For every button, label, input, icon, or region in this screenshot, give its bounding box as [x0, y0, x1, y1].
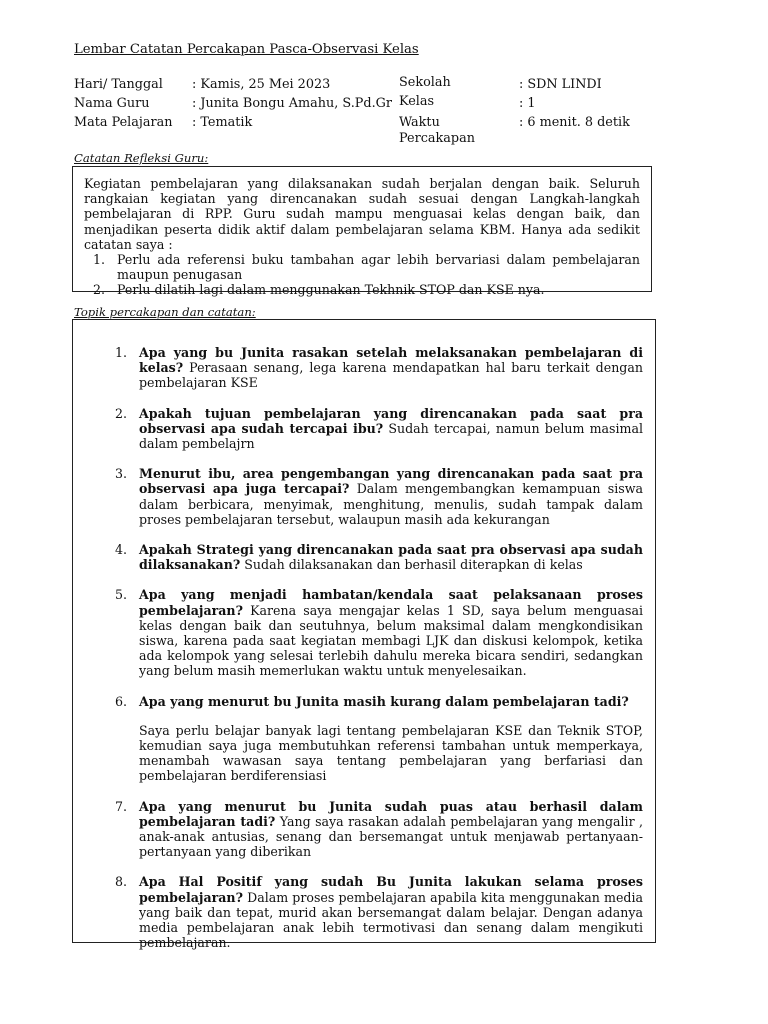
info-label: Sekolah [399, 75, 451, 90]
question-text: Apa yang menurut bu Junita sudah puas atau berhasil dalam pembelajaran tadi? [139, 798, 643, 829]
list-item [131, 406, 643, 452]
info-label: Kelas [399, 94, 435, 109]
info-row-school [399, 75, 630, 94]
question-text: Apa yang menjadi hambatan/kendala saat pelaksanaan proses pembelajaran? [139, 587, 643, 618]
list-item: 2. Perlu dilatih lagi dalam menggunakan Tekhnik STOP dan KSE nya. [109, 282, 640, 297]
info-value: : SDN LINDI [519, 77, 602, 92]
reflection-list [84, 252, 640, 298]
info-value: : Tematik [192, 115, 253, 130]
list-item [131, 874, 643, 950]
reflection-text: Kegiatan pembelajaran yang dilaksanakan sudah berjalan dengan baik. Seluruh rangkaian kegiatan yang direncanakan sudah sesuai dengan Langkah-langkah pembelajaran di RPP. Guru sudah mampu menguasai kelas dengan baik, dan menjadikan peserta didik aktif dalam pembelajaran selama KBM. Hanya ada sedikit catatan saya : [84, 176, 640, 252]
list-item [131, 466, 643, 527]
topics-box [72, 319, 656, 951]
info-label: Waktu Percakapan [399, 115, 475, 146]
info-label: Mata Pelajaran [74, 115, 173, 130]
info-value: : Kamis, 25 Mei 2023 [192, 77, 331, 92]
topics-label: Topik percakapan dan catatan: [74, 305, 256, 319]
info-right [399, 75, 630, 146]
answer-text: Dalam mengembangkan kemampuan siswa dalam berbicara, menyimak, menghitung, menulis, sudah tampak dalam proses pembelajaran tersebut, walaupun masih ada kekurangan [139, 481, 643, 527]
question-text: Apakah tujuan pembelajaran yang direncanakan pada saat pra observasi apa sudah tercapai ibu? [139, 405, 643, 436]
info-value: : 6 menit. 8 detik [519, 115, 630, 130]
info-row-duration [399, 115, 630, 146]
list-item [131, 542, 643, 572]
question-text: 6. Apa yang menurut bu Junita masih kurang dalam pembelajaran tadi? [139, 693, 629, 709]
list-item [131, 587, 643, 678]
info-label: Hari/ Tanggal [74, 77, 163, 92]
answer-text: Dalam proses pembelajaran apabila kita menggunakan media yang baik dan tepat, murid akan bersemangat dalam belajar. Dengan adanya media pembelajaran anak lebih termotivasi dan senang dalam mengikuti pembelajaran. [139, 889, 643, 951]
info-value: : Junita Bongu Amahu, S.Pd.Gr [192, 96, 392, 111]
answer-text: Yang saya rasakan adalah pembelajaran yang mengalir , anak-anak antusias, senang dan bersemangat untuk menjawab pertanyaan-pertanyaan yang diberikan [139, 813, 643, 860]
answer-text: Karena saya mengajar kelas 1 SD, saya belum menguasai kelas dengan baik dan seutuhnya, belum maksimal dalam mengkondisikan siswa, karena pada saat kegiatan membagi LJK dan diskusi kelompok, ketika ada kelompok yang selesai terlebih dahulu mereka bicara sendiri, sedangkan yang belum masih memerlukan waktu untuk menyelesaikan. [139, 602, 643, 679]
list-item [131, 694, 643, 784]
list-item [131, 799, 643, 860]
question-text: Apa Hal Positif yang sudah Bu Junita lakukan selama proses pembelajaran? [139, 874, 643, 905]
answer-text: Saya perlu belajar banyak lagi tentang pembelajaran KSE dan Teknik STOP, kemudian saya juga membutuhkan referensi tambahan untuk memperkaya, menambah wawasan saya tentang pembelajaran yang berfariasi dan pembelajaran berdiferensiasi [139, 722, 643, 784]
question-text: Apakah Strategi yang direncanakan pada saat pra observasi apa sudah dilaksanakan? [139, 542, 643, 573]
info-row-teacher [74, 94, 392, 113]
topics-list [103, 345, 643, 951]
info-left [74, 75, 392, 132]
info-row-class [399, 94, 630, 113]
info-label: Nama Guru [74, 96, 150, 111]
reflection-box [72, 166, 652, 298]
question-text: Menurut ibu, area pengembangan yang direncanakan pada saat pra observasi apa juga tercapai? [139, 466, 643, 497]
reflection-label: Catatan Refleksi Guru: [74, 151, 209, 165]
question-text: Apa yang bu Junita rasakan setelah melaksanakan pembelajaran di kelas? [139, 345, 643, 376]
list-item: 1. Perlu ada referensi buku tambahan agar lebih bervariasi dalam pembelajaran maupun penugasan [109, 252, 640, 282]
info-row-date [74, 75, 392, 94]
page-title: Lembar Catatan Percakapan Pasca-Observasi Kelas [74, 42, 419, 57]
list-item [131, 345, 643, 391]
answer-text: Sudah dilaksanakan dan berhasil diterapkan di kelas [244, 557, 583, 573]
info-value: : 1 [519, 96, 536, 111]
answer-text: Perasaan senang, lega karena mendapatkan hal baru terkait dengan pembelajaran KSE [139, 360, 643, 391]
answer-text: Sudah tercapai, namun belum masimal dalam pembelajrn [139, 420, 643, 452]
info-row-subject [74, 113, 392, 132]
